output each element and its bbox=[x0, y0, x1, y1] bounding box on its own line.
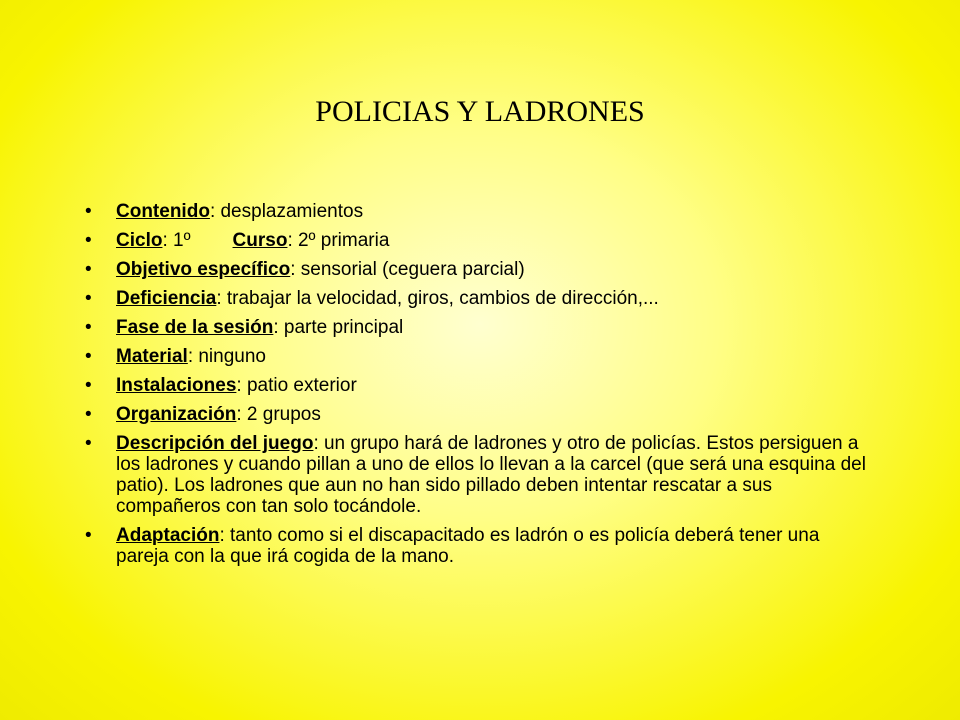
item-text: : trabajar la velocidad, giros, cambios de dirección,... bbox=[216, 288, 659, 309]
item-key: Objetivo específico bbox=[116, 259, 291, 280]
list-item-ciclo bbox=[85, 230, 875, 251]
bullet-icon: • bbox=[85, 288, 92, 309]
bullet-icon: • bbox=[85, 346, 92, 367]
item-text: : 1º bbox=[162, 230, 191, 251]
item-text: : tanto como si el discapacitado es ladrón o es policía deberá tener una pareja con la que irá cogida de la mano. bbox=[116, 525, 820, 567]
list-item-deficiencia bbox=[85, 288, 875, 309]
list-item-adaptacion bbox=[85, 525, 875, 567]
list-item-fase bbox=[85, 317, 875, 338]
bullet-icon: • bbox=[85, 433, 92, 454]
item-text: : parte principal bbox=[273, 317, 404, 338]
item-key: Deficiencia bbox=[116, 288, 217, 309]
item-key: Material bbox=[116, 346, 188, 367]
item-text: : ninguno bbox=[187, 346, 266, 367]
item-key: Organización bbox=[116, 404, 237, 425]
item-text: : 2 grupos bbox=[236, 404, 321, 425]
bullet-icon: • bbox=[85, 375, 92, 396]
bullet-icon: • bbox=[85, 317, 92, 338]
item-key: Adaptación bbox=[116, 525, 220, 546]
item-key: Descripción del juego bbox=[116, 433, 314, 454]
bullet-icon: • bbox=[85, 525, 92, 546]
item-text: : sensorial (ceguera parcial) bbox=[290, 259, 525, 280]
list-item-objetivo bbox=[85, 259, 875, 280]
item-key: Fase de la sesión bbox=[116, 317, 274, 338]
list-item-material bbox=[85, 346, 875, 367]
list-item-instalaciones bbox=[85, 375, 875, 396]
bullet-icon: • bbox=[85, 259, 92, 280]
bullet-icon: • bbox=[85, 230, 92, 251]
list-item-organizacion bbox=[85, 404, 875, 425]
item-text: : desplazamientos bbox=[209, 201, 364, 222]
item-key-curso: Curso bbox=[232, 230, 288, 251]
item-key: Ciclo bbox=[116, 230, 163, 251]
slide-title: POLICIAS Y LADRONES bbox=[315, 95, 645, 128]
item-text: : patio exterior bbox=[236, 375, 357, 396]
list-item-descripcion bbox=[85, 433, 875, 517]
bullet-icon: • bbox=[85, 404, 92, 425]
item-text: : un grupo hará de ladrones y otro de policías. Estos persiguen a los ladrones y cuando pillan a uno de ellos lo llevan a la carcel (que será una esquina del patio). Los ladrones que aun no han sido pillado deben intentar rescatar a sus compañeros con tan solo tocándole. bbox=[116, 433, 866, 517]
list-item-contenido bbox=[85, 201, 875, 222]
bullet-list bbox=[85, 201, 875, 575]
bullet-icon: • bbox=[85, 201, 92, 222]
item-text-curso: : 2º primaria bbox=[287, 230, 390, 251]
item-key: Contenido bbox=[116, 201, 210, 222]
item-key: Instalaciones bbox=[116, 375, 237, 396]
